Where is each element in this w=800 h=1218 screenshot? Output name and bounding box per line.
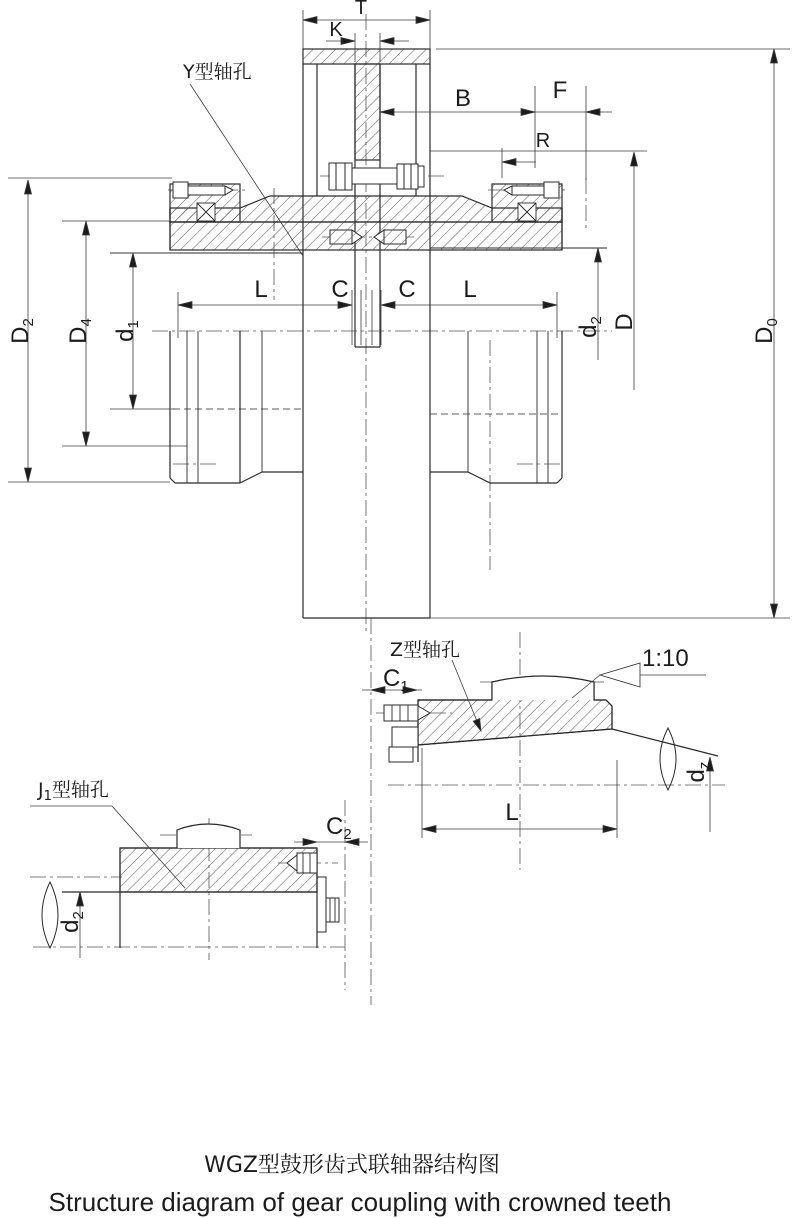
j1-bore-label: $J_1$型轴孔	[38, 779, 109, 804]
flange-web	[355, 64, 380, 160]
dim-label-F: F	[552, 77, 568, 104]
main-view-dimensions	[8, 10, 790, 618]
sleeve-band	[170, 222, 562, 250]
dim-label-d1: $d_1$	[112, 320, 142, 342]
centerlines	[152, 14, 612, 632]
caption-english: Structure diagram of gear coupling with crowned teeth	[48, 1187, 672, 1217]
taper-label: 1:10	[642, 645, 689, 672]
dim-label-C1: $C_1$	[383, 665, 409, 695]
brake-wheel-cap	[303, 49, 430, 64]
z-view-geometry	[371, 618, 725, 1005]
dim-label-C-left: C	[331, 276, 349, 303]
flange-bolt	[329, 163, 424, 190]
dim-label-D0: $D_0$	[751, 318, 781, 344]
dim-label-R: R	[535, 130, 551, 152]
dim-label-C-right: C	[398, 276, 416, 303]
z-bore-label: Z型轴孔	[390, 639, 461, 661]
dim-label-L-left: L	[254, 276, 268, 303]
dim-label-D: D	[611, 313, 638, 331]
dim-label-L-z: L	[505, 799, 519, 826]
dim-label-D2: $D_2$	[7, 318, 37, 344]
j1-view-geometry	[30, 800, 345, 990]
dim-label-C2: $C_2$	[326, 813, 352, 843]
dim-label-K: K	[329, 19, 343, 41]
y-bore-label: Y型轴孔	[183, 61, 252, 83]
dim-label-d2-j1: $d_2$	[57, 911, 87, 933]
dim-label-B: B	[454, 85, 472, 112]
dim-label-dz: $d_z$	[683, 761, 713, 783]
caption-chinese: WGZ型鼓形齿式联轴器结构图	[204, 1153, 500, 1178]
dim-label-T: T	[354, 0, 368, 19]
dim-label-D4: $D_4$	[65, 318, 95, 344]
dim-label-L-right: L	[463, 276, 477, 303]
dim-label-d2-right: $d_2$	[575, 316, 605, 338]
